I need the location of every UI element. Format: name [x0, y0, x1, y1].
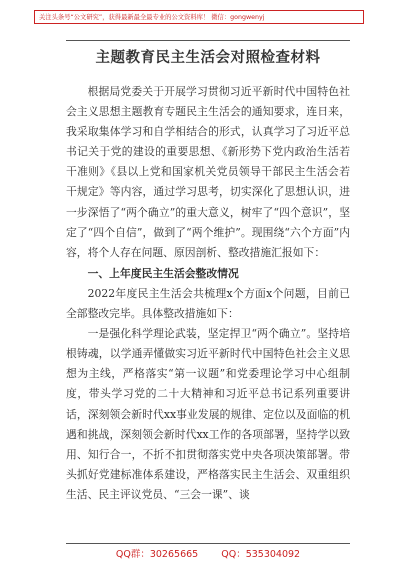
section-heading: 一、上年度民主生活会整改情况: [87, 266, 239, 280]
document-title: 主题教育民主生活会对照检查材料: [95, 49, 321, 66]
footer-rule: [66, 543, 350, 544]
document-body: [66, 82, 350, 505]
paragraph-summary: 2022年度民主生活会共梳理x个方面x个问题，目前已全部整改完毕。具体整改措施如下：: [66, 286, 350, 321]
paragraph-intro: 根据局党委关于开展学习贯彻习近平新时代中国特色社会主义思想主题教育专题民主生活会的通知要求，连日来，我采取集体学习和自学相结合的形式，认真学习了习近平总书记关于党的建设的重要思想、《新形势下党内政治生活若干准则》《县以上党和国家机关党员领导干部民主生活会若干规定》等内容，通过学习思考，切实深化了思想认识，进一步深悟了“两个确立”的重大意义，树牢了“四个意识”，坚定了“四个自信”，做到了“两个维护”。现围绕“六个方面”内容，将个人存在问题、原因剖析、整改措施汇报如下：: [66, 85, 350, 259]
footer: [66, 545, 350, 565]
footer-qq-group: QQ群：30265665: [115, 549, 199, 560]
watermark-banner: 关注头条号“公文研究”，获得最新最全最专业的公文资料库！ 微信：gongwenyj: [34, 10, 364, 24]
header-rule: [66, 40, 350, 41]
paragraph-measure-one: 一是强化科学理论武装，坚定捍卫“两个确立”。坚持培根铸魂，以学通弄懂做实习近平新时代中国特色社会主义思想为主线，严格落实“第一议题”和党委理论学习中心组制度，带头学习党的二十大精神和习近平总书记系列重要讲话，深刻领会新时代xx事业发展的规律、定位以及面临的机遇和挑战，深刻领会新时代xx工作的各项部署，坚持学以致用、知行合一，不折不扣贯彻落实党中央各项决策部署。带头抓好党建标准体系建设，严格落实民主生活会、双重组织生活、民主评议党员、“三会一课”、谈: [66, 327, 350, 501]
footer-qq: QQ：535304092: [221, 549, 301, 560]
